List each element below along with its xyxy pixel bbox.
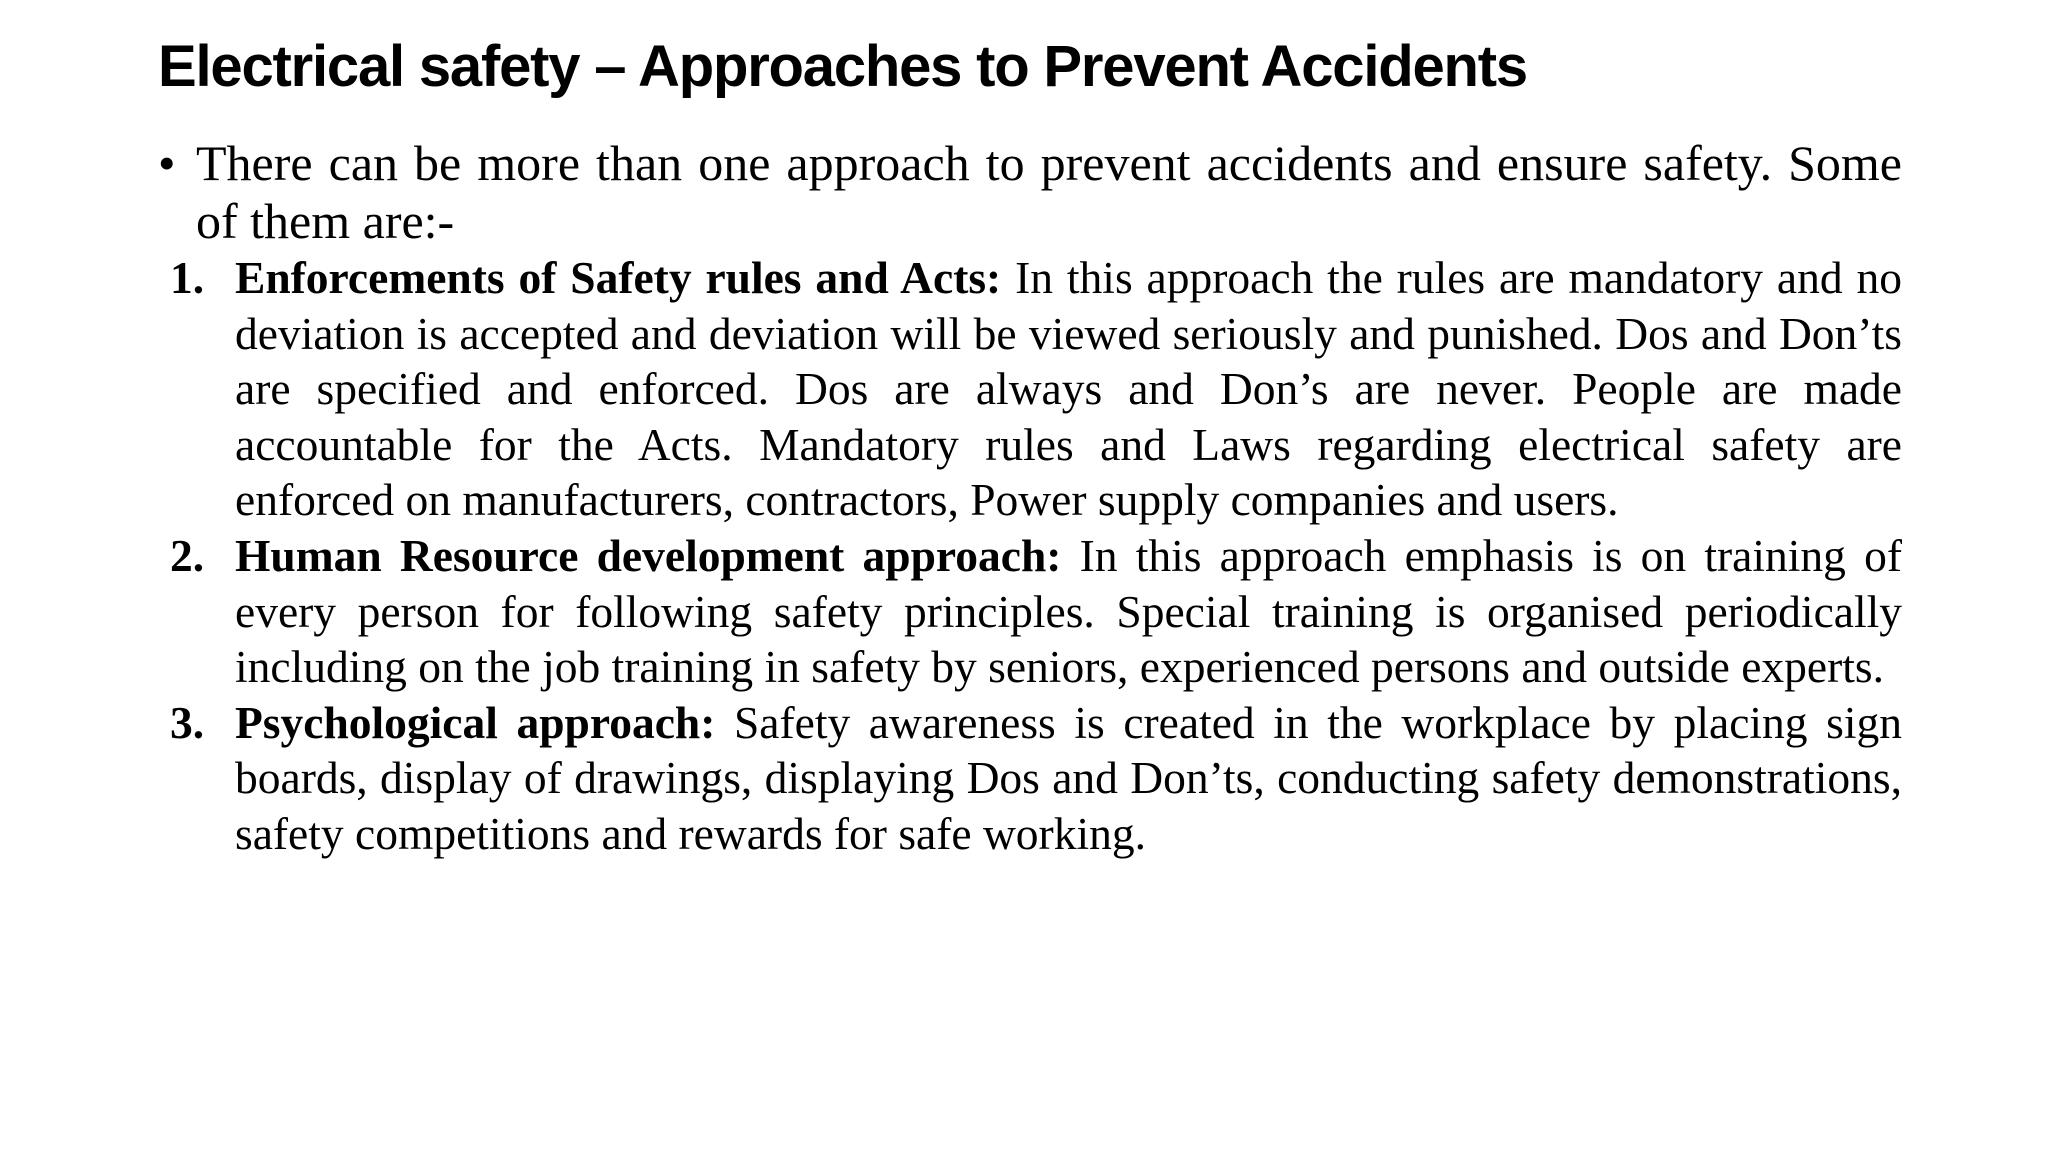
approach-item-enforcement [158,250,1902,528]
slide-title: Electrical safety – Approaches to Prevent Accidents [158,34,1527,99]
approach-description: In this approach emphasis is on training of every person for following safety principles. Special training is organised periodically including on the job training in safety by seniors, experienced persons and outside experts. [235,529,1903,693]
approach-item-hrd [158,528,1902,695]
approach-description: Safety awareness is created in the workplace by placing sign boards, display of drawings, displaying Dos and Don’ts, conducting safety demonstrations, safety competitions and rewards for safe working. [235,696,1902,859]
slide-body [158,134,1902,862]
approach-number: 1. [170,252,205,303]
approach-item-psychological [158,695,1902,862]
approach-description: In this approach the rules are mandatory and no deviation is accepted and deviation will be viewed seriously and punished. Dos and Don’ts are specified and enforced. Dos are always and Don’s are never. People are made accountable for the Acts. Mandatory rules and Laws regarding electrical safety are enforced on manufacturers, contractors, Power supply companies and users. [235,252,1902,526]
intro-text: There can be more than one approach to prevent accidents and ensure safety. Some of them are:- [196,135,1902,249]
approach-term: Psychological approach: [235,696,716,748]
intro-bullet [158,134,1902,250]
approach-term: Enforcements of Safety rules and Acts: [235,252,1002,303]
approaches-list [158,250,1902,862]
approach-number: 2. [170,529,205,581]
approach-term: Human Resource development approach: [235,529,1062,581]
bullet-marker: • [158,135,176,191]
approach-number: 3. [170,696,205,748]
